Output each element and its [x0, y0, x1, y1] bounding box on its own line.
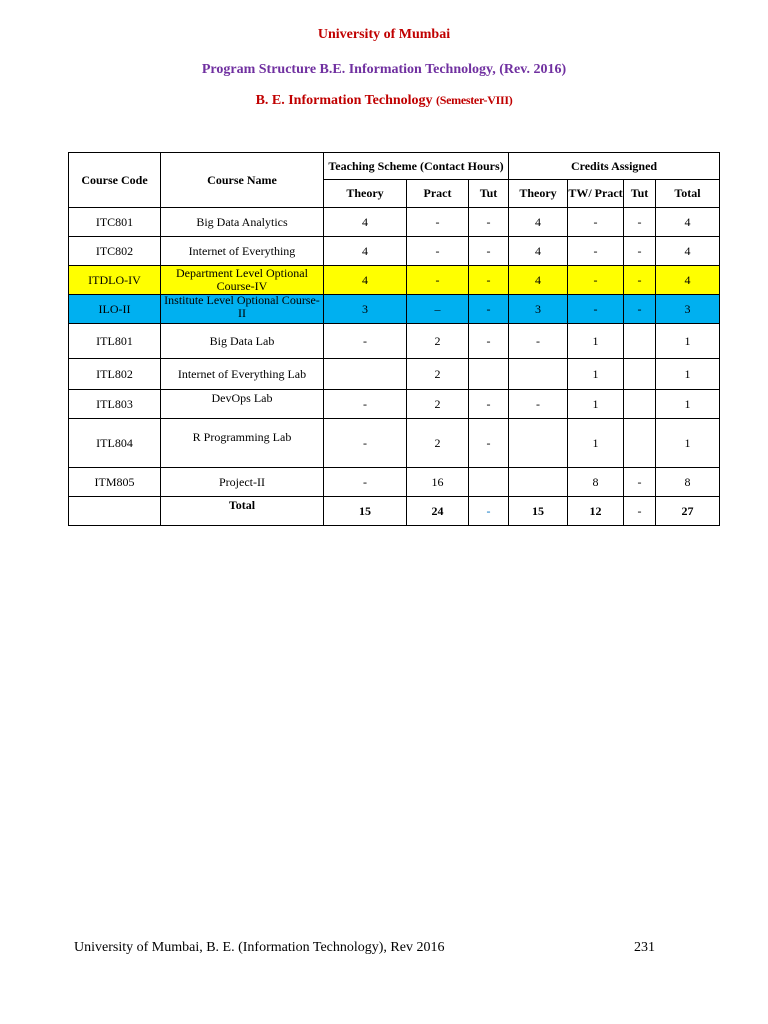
credit-tut: [624, 324, 656, 359]
header-credit-theory: Theory: [509, 180, 568, 208]
semester-title: [0, 93, 768, 109]
course-name: [161, 295, 324, 324]
header-tw-pract: TW/ Pract: [568, 180, 624, 208]
table-row: [69, 237, 720, 266]
total-label: [161, 497, 324, 526]
course-name: Internet of Everything: [161, 237, 324, 266]
course-name-text: DevOps Lab: [211, 390, 273, 405]
theory-hours: 3: [324, 295, 407, 324]
page-number: 231: [634, 940, 655, 955]
course-name-text: Institute Level Optional Course-II: [164, 293, 320, 320]
credit-tw-pract: 1: [568, 390, 624, 419]
semester-label: (Semester-VIII): [436, 93, 513, 107]
total-code-empty: [69, 497, 161, 526]
credit-total: 8: [656, 468, 720, 497]
credit-tut: -: [624, 295, 656, 324]
total-pract: 24: [407, 497, 469, 526]
total-row: [69, 497, 720, 526]
tut-hours: -: [469, 237, 509, 266]
pract-hours: –: [407, 295, 469, 324]
header-course-name: Course Name: [161, 153, 324, 208]
table-row: [69, 390, 720, 419]
table-row: [69, 324, 720, 359]
credit-theory: [509, 359, 568, 390]
header-course-code: Course Code: [69, 153, 161, 208]
header-tut: Tut: [469, 180, 509, 208]
credit-total: 4: [656, 237, 720, 266]
tut-hours: -: [469, 324, 509, 359]
theory-hours: 4: [324, 208, 407, 237]
theory-hours: -: [324, 390, 407, 419]
total-credit-total: 27: [656, 497, 720, 526]
course-name: [161, 419, 324, 468]
pract-hours: -: [407, 208, 469, 237]
course-code: ITC801: [69, 208, 161, 237]
course-code: ILO-II: [69, 295, 161, 324]
credit-tw-pract: 1: [568, 419, 624, 468]
course-name: Internet of Everything Lab: [161, 359, 324, 390]
theory-hours: -: [324, 419, 407, 468]
university-title: University of Mumbai: [317, 27, 451, 42]
tut-hours: -: [469, 295, 509, 324]
credit-total: 1: [656, 324, 720, 359]
tut-hours: [469, 359, 509, 390]
total-credit-tut: -: [624, 497, 656, 526]
total-credit-theory: 15: [509, 497, 568, 526]
pract-hours: -: [407, 266, 469, 295]
credit-theory: [509, 468, 568, 497]
tut-hours: -: [469, 390, 509, 419]
header-teaching-scheme: Teaching Scheme (Contact Hours): [324, 153, 509, 180]
table-row: [69, 266, 720, 295]
credit-theory: -: [509, 324, 568, 359]
header-pract: Pract: [407, 180, 469, 208]
credit-theory: 3: [509, 295, 568, 324]
course-code: ITL801: [69, 324, 161, 359]
credit-tw-pract: -: [568, 295, 624, 324]
credit-total: 4: [656, 266, 720, 295]
header-credits-assigned: Credits Assigned: [509, 153, 720, 180]
tut-hours: -: [469, 419, 509, 468]
credit-total: 1: [656, 419, 720, 468]
theory-hours: [324, 359, 407, 390]
header-total: Total: [656, 180, 720, 208]
table-row: [69, 419, 720, 468]
credit-total: 3: [656, 295, 720, 324]
footer-text: University of Mumbai, B. E. (Information Technology), Rev 2016: [74, 940, 445, 955]
semester-prefix: B. E. Information Technology: [255, 93, 437, 108]
pract-hours: 2: [407, 324, 469, 359]
theory-hours: 4: [324, 266, 407, 295]
credit-tw-pract: 8: [568, 468, 624, 497]
theory-hours: -: [324, 468, 407, 497]
tut-hours: -: [469, 266, 509, 295]
header-credit-tut: Tut: [624, 180, 656, 208]
credit-theory: -: [509, 390, 568, 419]
credit-tut: [624, 359, 656, 390]
credit-tut: -: [624, 237, 656, 266]
course-code: ITL804: [69, 419, 161, 468]
course-code: ITL802: [69, 359, 161, 390]
credit-theory: [509, 419, 568, 468]
credit-tut: -: [624, 468, 656, 497]
course-code: ITM805: [69, 468, 161, 497]
course-code: ITL803: [69, 390, 161, 419]
credit-tw-pract: 1: [568, 324, 624, 359]
table-row: [69, 208, 720, 237]
table-row: [69, 295, 720, 324]
theory-hours: -: [324, 324, 407, 359]
pract-hours: 16: [407, 468, 469, 497]
credit-tut: -: [624, 208, 656, 237]
credit-total: 1: [656, 390, 720, 419]
credit-tut: [624, 419, 656, 468]
course-name-text: R Programming Lab: [192, 429, 292, 444]
course-code: ITDLO-IV: [69, 266, 161, 295]
credit-tw-pract: -: [568, 208, 624, 237]
credit-tw-pract: -: [568, 237, 624, 266]
course-name: Project-II: [161, 468, 324, 497]
pract-hours: 2: [407, 390, 469, 419]
course-name: Big Data Lab: [161, 324, 324, 359]
total-credit-tw-pract: 12: [568, 497, 624, 526]
table-row: [69, 468, 720, 497]
credit-tw-pract: -: [568, 266, 624, 295]
credit-tut: -: [624, 266, 656, 295]
credit-tw-pract: 1: [568, 359, 624, 390]
total-theory: 15: [324, 497, 407, 526]
course-name: Department Level Optional Course-IV: [161, 266, 324, 295]
credit-theory: 4: [509, 237, 568, 266]
credit-total: 4: [656, 208, 720, 237]
course-code: ITC802: [69, 237, 161, 266]
pract-hours: 2: [407, 359, 469, 390]
tut-hours: [469, 468, 509, 497]
credit-tut: [624, 390, 656, 419]
course-name: [161, 390, 324, 419]
course-structure-table: [68, 152, 720, 526]
total-tut: -: [469, 497, 509, 526]
tut-hours: -: [469, 208, 509, 237]
program-title: Program Structure B.E. Information Technology, (Rev. 2016): [201, 62, 567, 77]
course-name: Big Data Analytics: [161, 208, 324, 237]
theory-hours: 4: [324, 237, 407, 266]
header-theory: Theory: [324, 180, 407, 208]
table-row: [69, 359, 720, 390]
credit-total: 1: [656, 359, 720, 390]
credit-theory: 4: [509, 208, 568, 237]
credit-theory: 4: [509, 266, 568, 295]
total-label-text: Total: [228, 497, 256, 512]
pract-hours: 2: [407, 419, 469, 468]
pract-hours: -: [407, 237, 469, 266]
